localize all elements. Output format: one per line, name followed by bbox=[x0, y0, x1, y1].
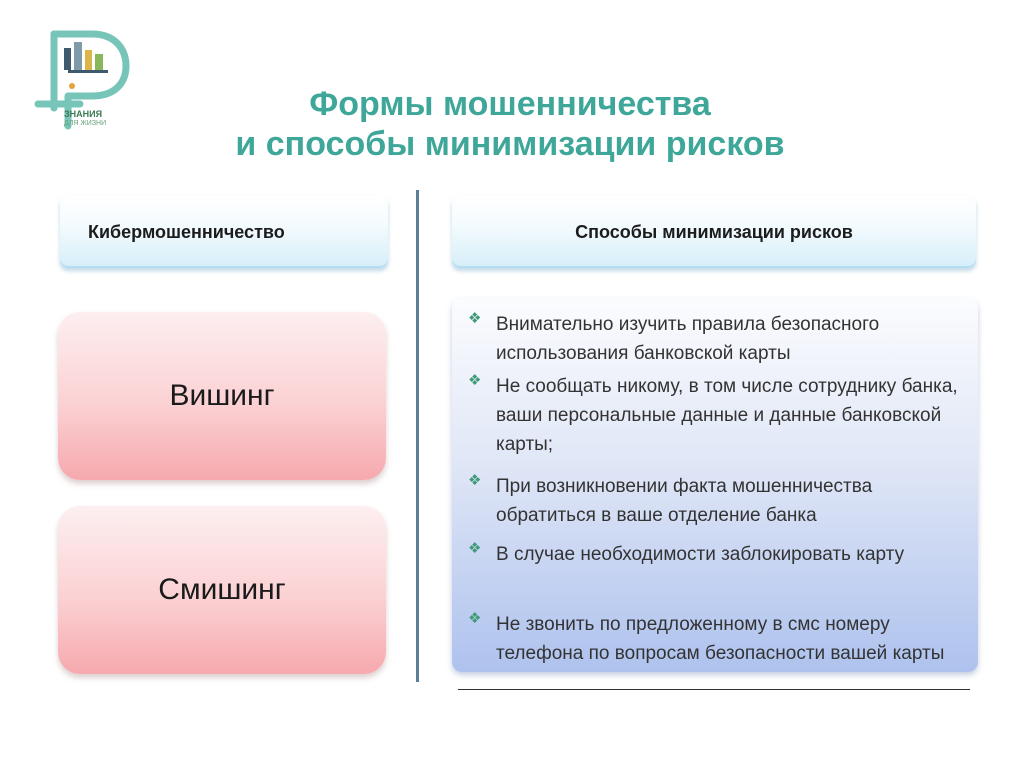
slide-title bbox=[160, 84, 860, 164]
bullet-item bbox=[466, 610, 966, 668]
left-column-header: Кибермошенничество bbox=[60, 196, 388, 268]
diamond-bullet-icon: ❖ bbox=[468, 472, 482, 489]
bullet-item bbox=[466, 472, 966, 530]
diamond-bullet-icon: ❖ bbox=[468, 310, 482, 327]
bullet-item bbox=[466, 372, 966, 459]
column-divider bbox=[416, 190, 419, 682]
logo bbox=[34, 30, 130, 130]
bullet-text: В случае необходимости заблокировать карту bbox=[496, 544, 905, 565]
logo-subtext: ДЛЯ ЖИЗНИ bbox=[64, 120, 107, 127]
bottom-rule bbox=[458, 689, 970, 690]
diamond-bullet-icon: ❖ bbox=[468, 610, 482, 627]
diamond-bullet-icon: ❖ bbox=[468, 372, 482, 389]
bullet-item bbox=[466, 540, 966, 569]
bullet-item bbox=[466, 310, 966, 368]
bullet-text: Внимательно изучить правила безопасного использования банковской карты bbox=[496, 314, 880, 364]
card-vishing: Вишинг bbox=[58, 312, 386, 480]
bullet-text: Не звонить по предложенному в смс номеру телефона по вопросам безопасности вашей карты bbox=[496, 614, 945, 664]
bullet-text: Не сообщать никому, в том числе сотруднику банка, ваши персональные данные и данные банковской карты; bbox=[496, 376, 958, 455]
right-column-header: Способы минимизации рисков bbox=[452, 196, 976, 268]
logo-text: ЗНАНИЯ bbox=[64, 109, 103, 119]
diamond-bullet-icon: ❖ bbox=[468, 540, 482, 557]
title-line-2: и способы минимизации рисков bbox=[235, 125, 785, 163]
card-smishing: Смишинг bbox=[58, 506, 386, 674]
title-line-1: Формы мошенничества bbox=[309, 85, 711, 123]
bullet-text: При возникновении факта мошенничества обратиться в ваше отделение банка bbox=[496, 476, 873, 526]
